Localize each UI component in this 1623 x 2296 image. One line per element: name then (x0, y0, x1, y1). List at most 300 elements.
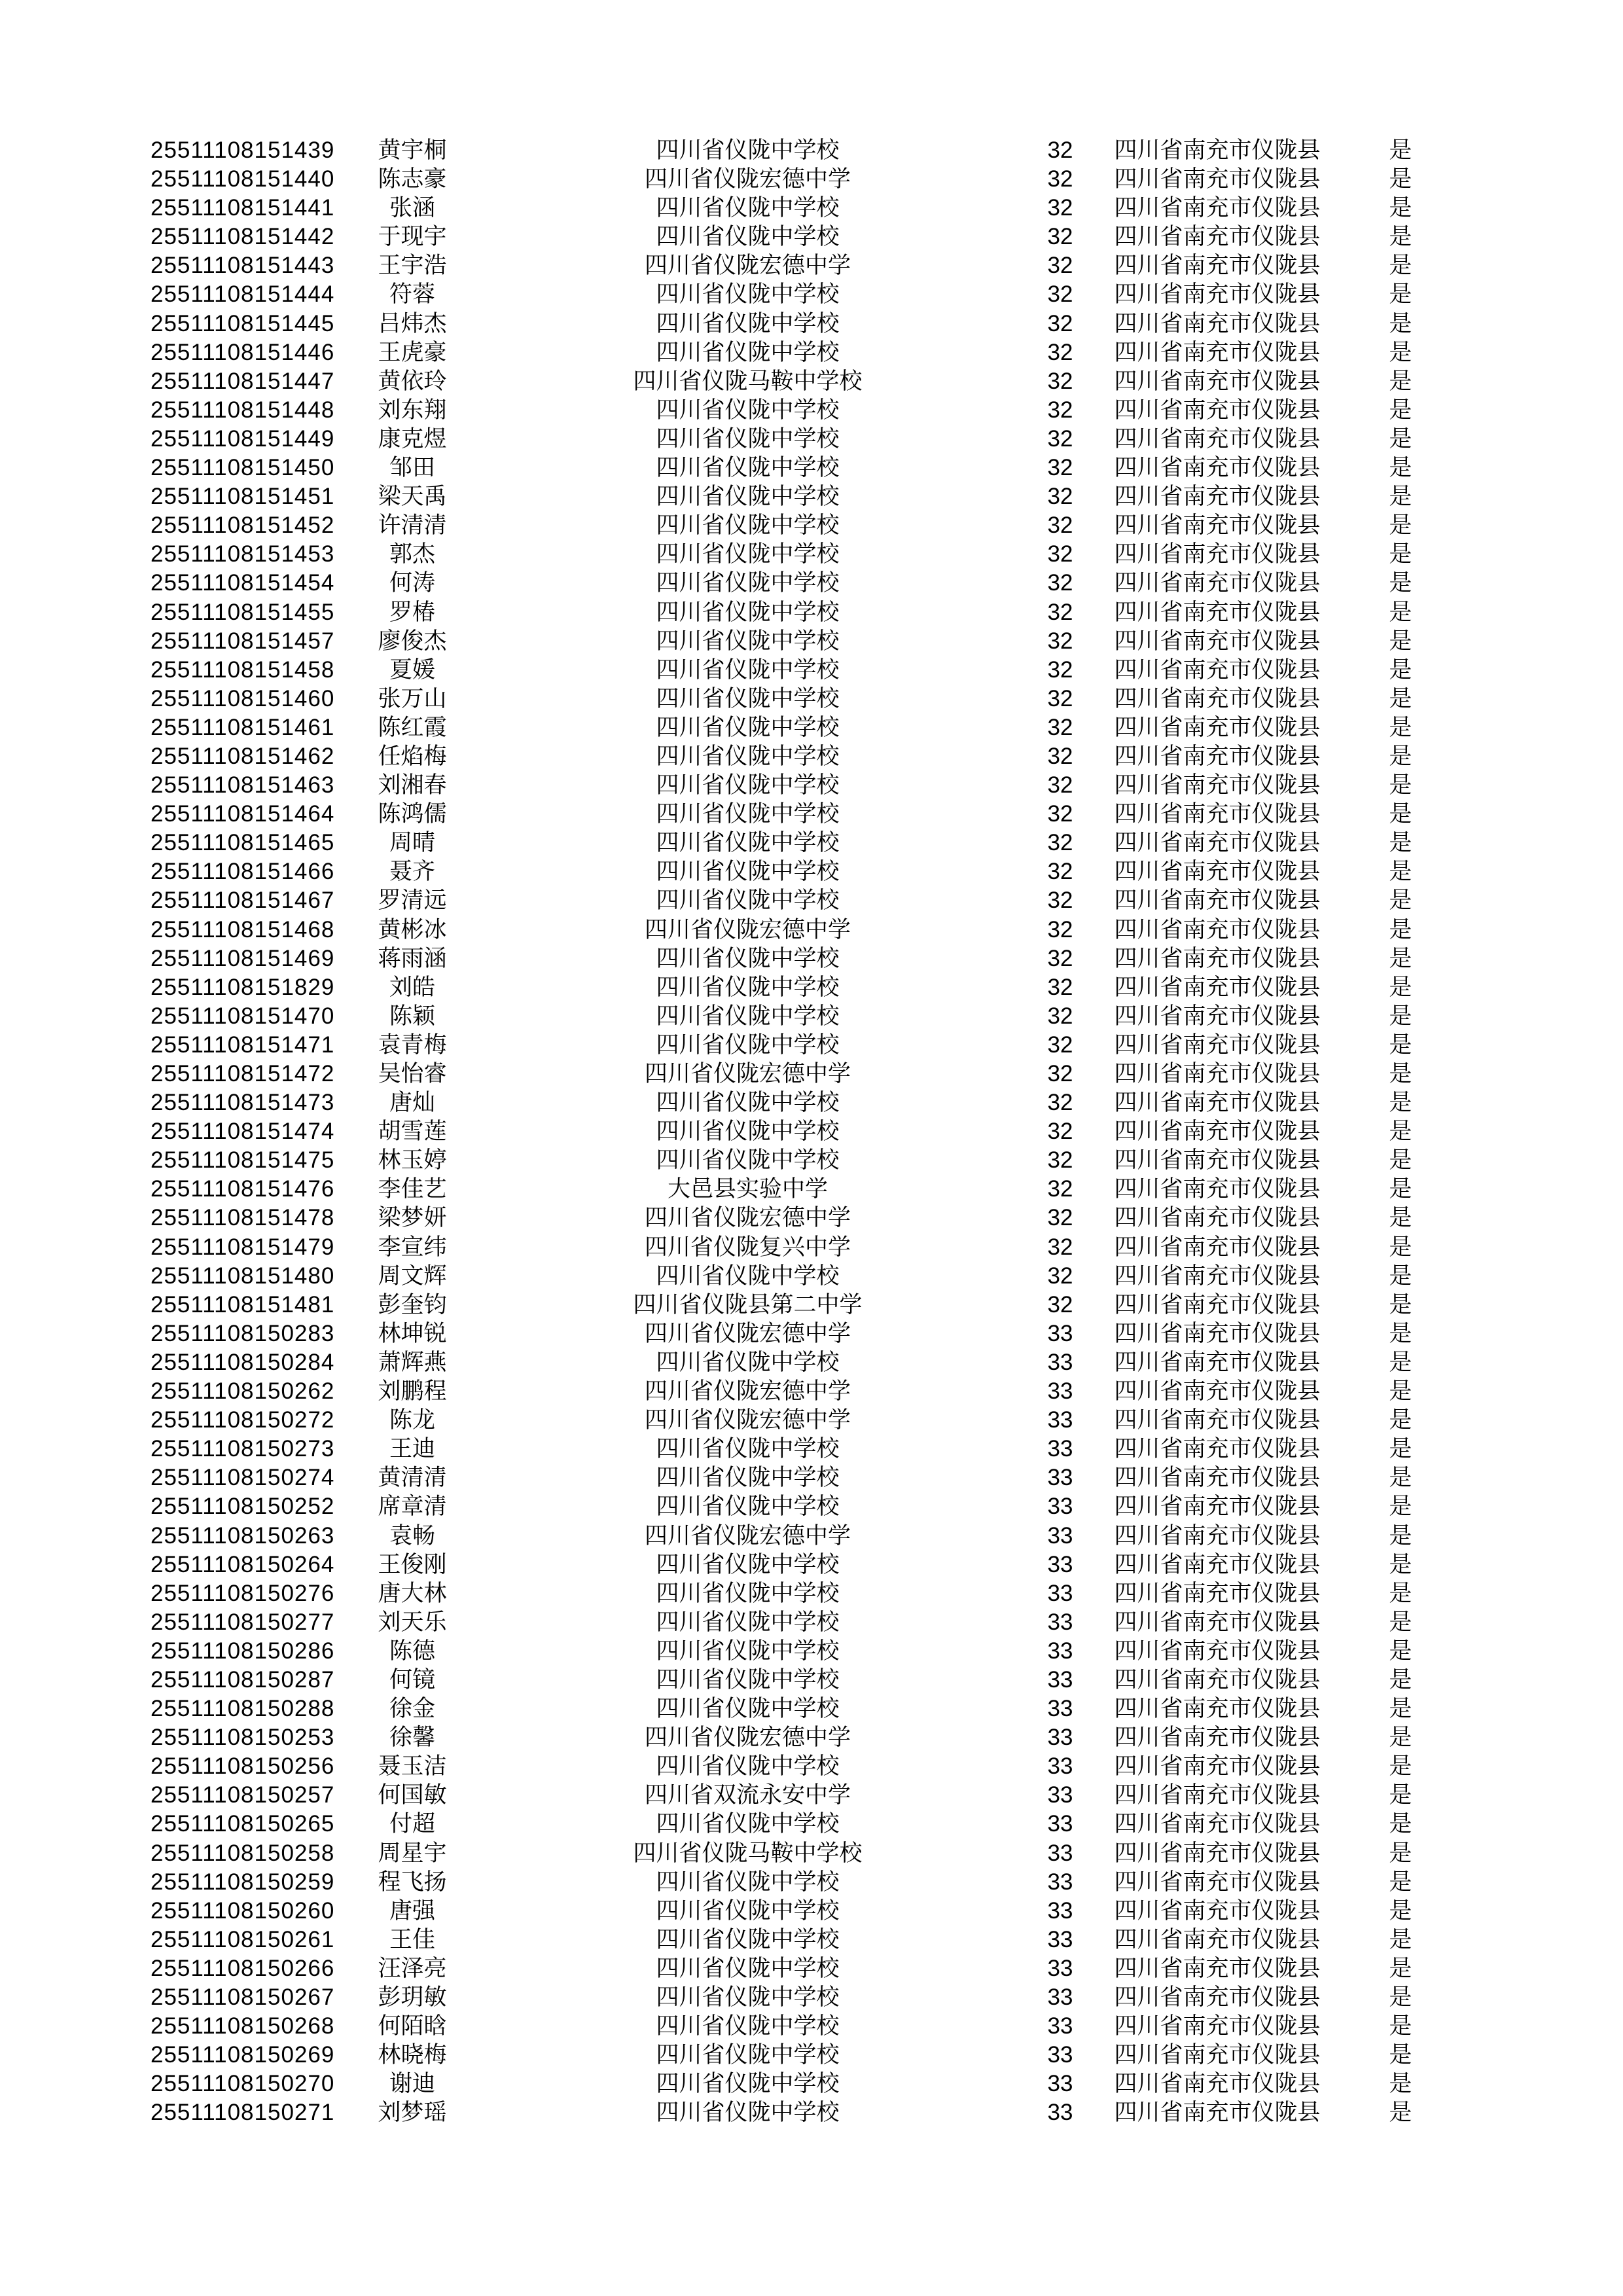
exam-id: 25511108150263 (151, 1522, 335, 1549)
room-number: 32 (1047, 1205, 1073, 1231)
region-name: 四川省南充市仪陇县 (1114, 541, 1321, 567)
room-number: 33 (1047, 1407, 1073, 1433)
table-row (0, 2012, 1466, 2041)
exam-id: 25511108151453 (151, 541, 335, 567)
room-number: 33 (1047, 1753, 1073, 1780)
student-name: 陈红霞 (378, 714, 447, 740)
student-name: 林坤锐 (378, 1320, 447, 1346)
room-number: 33 (1047, 2013, 1073, 2039)
exam-id: 25511108150283 (151, 1320, 335, 1346)
student-name: 刘鹏程 (378, 1378, 447, 1405)
table-row (0, 1868, 1466, 1897)
student-name: 聂齐 (389, 859, 435, 885)
exam-id: 25511108150277 (151, 1609, 335, 1635)
confirm-flag: 是 (1389, 166, 1412, 192)
table-row (0, 540, 1466, 569)
exam-id: 25511108151445 (151, 310, 335, 336)
school-name: 四川省仪陇中学校 (656, 859, 840, 885)
student-name: 林晓梅 (378, 2042, 447, 2068)
school-name: 四川省仪陇中学校 (656, 1609, 840, 1635)
room-number: 32 (1047, 281, 1073, 308)
room-number: 33 (1047, 1522, 1073, 1549)
student-name: 罗清远 (378, 888, 447, 914)
student-name: 王虎豪 (378, 339, 447, 365)
room-number: 32 (1047, 455, 1073, 481)
room-number: 33 (1047, 1638, 1073, 1664)
confirm-flag: 是 (1389, 1349, 1412, 1375)
room-number: 32 (1047, 1263, 1073, 1289)
room-number: 33 (1047, 1897, 1073, 1924)
room-number: 32 (1047, 1176, 1073, 1202)
confirm-flag: 是 (1389, 455, 1412, 481)
room-number: 32 (1047, 830, 1073, 856)
table-row (0, 627, 1466, 656)
table-row (0, 1262, 1466, 1291)
room-number: 32 (1047, 743, 1073, 769)
school-name: 四川省仪陇中学校 (656, 1551, 840, 1577)
school-name: 四川省仪陇中学校 (656, 599, 840, 625)
student-name: 梁梦妍 (378, 1205, 447, 1231)
room-number: 32 (1047, 310, 1073, 336)
table-row (0, 367, 1466, 396)
region-name: 四川省南充市仪陇县 (1114, 2100, 1321, 2126)
school-name: 四川省仪陇中学校 (656, 1119, 840, 1145)
table-row (0, 425, 1466, 454)
exam-id: 25511108151473 (151, 1090, 335, 1116)
table-row (0, 973, 1466, 1002)
room-number: 32 (1047, 368, 1073, 394)
table-row (0, 742, 1466, 771)
room-number: 33 (1047, 1696, 1073, 1722)
exam-id: 25511108151441 (151, 195, 335, 221)
table-row (0, 1723, 1466, 1752)
exam-id: 25511108151481 (151, 1291, 335, 1318)
room-number: 32 (1047, 888, 1073, 914)
room-number: 32 (1047, 801, 1073, 827)
room-number: 33 (1047, 1782, 1073, 1808)
school-name: 四川省仪陇中学校 (656, 570, 840, 596)
confirm-flag: 是 (1389, 339, 1412, 365)
confirm-flag: 是 (1389, 974, 1412, 1000)
region-name: 四川省南充市仪陇县 (1114, 714, 1321, 740)
school-name: 四川省仪陇中学校 (656, 1349, 840, 1375)
school-name: 四川省仪陇中学校 (656, 888, 840, 914)
room-number: 32 (1047, 685, 1073, 711)
exam-id: 25511108150264 (151, 1551, 335, 1577)
school-name: 四川省仪陇中学校 (656, 1090, 840, 1116)
confirm-flag: 是 (1389, 743, 1412, 769)
room-number: 33 (1047, 1955, 1073, 1981)
table-row (0, 1551, 1466, 1579)
confirm-flag: 是 (1389, 1840, 1412, 1866)
confirm-flag: 是 (1389, 916, 1412, 942)
student-name: 袁畅 (389, 1522, 435, 1549)
confirm-flag: 是 (1389, 1897, 1412, 1924)
school-name: 四川省仪陇中学校 (656, 541, 840, 567)
table-row (0, 1088, 1466, 1117)
exam-id: 25511108151454 (151, 570, 335, 596)
region-name: 四川省南充市仪陇县 (1114, 339, 1321, 365)
confirm-flag: 是 (1389, 397, 1412, 423)
table-row (0, 857, 1466, 886)
student-name: 陈龙 (389, 1407, 435, 1433)
student-name: 刘梦瑶 (378, 2100, 447, 2126)
confirm-flag: 是 (1389, 656, 1412, 683)
student-name: 袁青梅 (378, 1031, 447, 1058)
exam-id: 25511108151463 (151, 772, 335, 798)
region-name: 四川省南充市仪陇县 (1114, 1897, 1321, 1924)
region-name: 四川省南充市仪陇县 (1114, 1003, 1321, 1029)
table-row (0, 223, 1466, 251)
school-name: 四川省仪陇宏德中学 (644, 166, 851, 192)
school-name: 四川省仪陇复兴中学 (644, 1234, 851, 1260)
table-row (0, 1117, 1466, 1146)
school-name: 四川省仪陇中学校 (656, 2100, 840, 2126)
room-number: 32 (1047, 599, 1073, 625)
student-name: 吕炜杰 (378, 310, 447, 336)
student-name: 唐强 (389, 1897, 435, 1924)
student-name: 夏媛 (389, 656, 435, 683)
table-row (0, 1435, 1466, 1463)
region-name: 四川省南充市仪陇县 (1114, 830, 1321, 856)
room-number: 33 (1047, 1811, 1073, 1837)
region-name: 四川省南充市仪陇县 (1114, 772, 1321, 798)
student-name: 张涵 (389, 195, 435, 221)
exam-id: 25511108150284 (151, 1349, 335, 1375)
confirm-flag: 是 (1389, 1176, 1412, 1202)
confirm-flag: 是 (1389, 1955, 1412, 1981)
school-name: 四川省仪陇中学校 (656, 1926, 840, 1952)
region-name: 四川省南充市仪陇县 (1114, 1638, 1321, 1664)
confirm-flag: 是 (1389, 425, 1412, 452)
student-name: 刘皓 (389, 974, 435, 1000)
room-number: 32 (1047, 1003, 1073, 1029)
room-number: 33 (1047, 1320, 1073, 1346)
room-number: 32 (1047, 1291, 1073, 1318)
table-row (0, 1695, 1466, 1723)
room-number: 33 (1047, 1580, 1073, 1606)
confirm-flag: 是 (1389, 1984, 1412, 2010)
region-name: 四川省南充市仪陇县 (1114, 310, 1321, 336)
room-number: 32 (1047, 570, 1073, 596)
table-row (0, 482, 1466, 511)
region-name: 四川省南充市仪陇县 (1114, 1522, 1321, 1549)
school-name: 四川省仪陇中学校 (656, 1666, 840, 1693)
table-row (0, 1492, 1466, 1521)
room-number: 32 (1047, 916, 1073, 942)
school-name: 四川省仪陇中学校 (656, 1955, 840, 1981)
school-name: 四川省仪陇中学校 (656, 1696, 840, 1722)
region-name: 四川省南充市仪陇县 (1114, 1811, 1321, 1837)
school-name: 四川省仪陇中学校 (656, 1436, 840, 1462)
confirm-flag: 是 (1389, 2042, 1412, 2068)
region-name: 四川省南充市仪陇县 (1114, 1349, 1321, 1375)
student-name: 聂玉洁 (378, 1753, 447, 1780)
table-row (0, 1060, 1466, 1088)
room-number: 32 (1047, 397, 1073, 423)
confirm-flag: 是 (1389, 1666, 1412, 1693)
exam-id: 25511108150261 (151, 1926, 335, 1952)
school-name: 四川省仪陇中学校 (656, 801, 840, 827)
room-number: 33 (1047, 1465, 1073, 1491)
student-name: 彭奎钧 (378, 1291, 447, 1318)
student-name: 李宣纬 (378, 1234, 447, 1260)
confirm-flag: 是 (1389, 888, 1412, 914)
school-name: 四川省仪陇马鞍中学校 (633, 1840, 863, 1866)
table-row (0, 569, 1466, 598)
school-name: 四川省仪陇中学校 (656, 945, 840, 971)
room-number: 33 (1047, 1984, 1073, 2010)
table-row (0, 713, 1466, 742)
school-name: 四川省仪陇中学校 (656, 281, 840, 308)
room-number: 33 (1047, 1378, 1073, 1405)
student-name: 陈志豪 (378, 166, 447, 192)
exam-id: 25511108151452 (151, 512, 335, 539)
student-name: 胡雪莲 (378, 1119, 447, 1145)
school-name: 大邑县实验中学 (667, 1176, 828, 1202)
exam-id: 25511108151439 (151, 137, 335, 163)
confirm-flag: 是 (1389, 830, 1412, 856)
student-name: 付超 (389, 1811, 435, 1837)
region-name: 四川省南充市仪陇县 (1114, 224, 1321, 250)
confirm-flag: 是 (1389, 1811, 1412, 1837)
exam-id: 25511108151479 (151, 1234, 335, 1260)
table-row (0, 338, 1466, 367)
exam-id: 25511108151468 (151, 916, 335, 942)
region-name: 四川省南充市仪陇县 (1114, 1465, 1321, 1491)
school-name: 四川省仪陇中学校 (656, 1753, 840, 1780)
school-name: 四川省仪陇宏德中学 (644, 916, 851, 942)
exam-id: 25511108150260 (151, 1897, 335, 1924)
school-name: 四川省仪陇宏德中学 (644, 1205, 851, 1231)
confirm-flag: 是 (1389, 1926, 1412, 1952)
room-number: 32 (1047, 253, 1073, 279)
confirm-flag: 是 (1389, 224, 1412, 250)
table-row (0, 1839, 1466, 1868)
confirm-flag: 是 (1389, 1003, 1412, 1029)
table-row (0, 598, 1466, 627)
region-name: 四川省南充市仪陇县 (1114, 1725, 1321, 1751)
school-name: 四川省仪陇中学校 (656, 1003, 840, 1029)
confirm-flag: 是 (1389, 1869, 1412, 1895)
room-number: 32 (1047, 1119, 1073, 1145)
region-name: 四川省南充市仪陇县 (1114, 1176, 1321, 1202)
room-number: 33 (1047, 1609, 1073, 1635)
student-name: 任焰梅 (378, 743, 447, 769)
table-row (0, 1406, 1466, 1435)
room-number: 32 (1047, 1147, 1073, 1174)
region-name: 四川省南充市仪陇县 (1114, 1782, 1321, 1808)
table-row (0, 1954, 1466, 1983)
table-row (0, 1522, 1466, 1551)
room-number: 33 (1047, 1349, 1073, 1375)
student-name: 徐金 (389, 1696, 435, 1722)
confirm-flag: 是 (1389, 1234, 1412, 1260)
confirm-flag: 是 (1389, 1147, 1412, 1174)
table-row (0, 165, 1466, 194)
confirm-flag: 是 (1389, 1551, 1412, 1577)
school-name: 四川省仪陇宏德中学 (644, 1522, 851, 1549)
student-name: 何镜 (389, 1666, 435, 1693)
student-name: 黄清清 (378, 1465, 447, 1491)
confirm-flag: 是 (1389, 685, 1412, 711)
student-name: 黄依玲 (378, 368, 447, 394)
region-name: 四川省南充市仪陇县 (1114, 1119, 1321, 1145)
student-name: 席章清 (378, 1494, 447, 1520)
confirm-flag: 是 (1389, 2071, 1412, 2097)
region-name: 四川省南充市仪陇县 (1114, 1580, 1321, 1606)
school-name: 四川省仪陇中学校 (656, 1465, 840, 1491)
confirm-flag: 是 (1389, 253, 1412, 279)
confirm-flag: 是 (1389, 195, 1412, 221)
room-number: 32 (1047, 512, 1073, 539)
region-name: 四川省南充市仪陇县 (1114, 570, 1321, 596)
exam-id: 25511108151476 (151, 1176, 335, 1202)
exam-id: 25511108151466 (151, 859, 335, 885)
school-name: 四川省仪陇中学校 (656, 224, 840, 250)
exam-id: 25511108151442 (151, 224, 335, 250)
region-name: 四川省南充市仪陇县 (1114, 397, 1321, 423)
confirm-flag: 是 (1389, 1090, 1412, 1116)
school-name: 四川省仪陇中学校 (656, 1580, 840, 1606)
table-row (0, 396, 1466, 425)
room-number: 32 (1047, 714, 1073, 740)
confirm-flag: 是 (1389, 541, 1412, 567)
student-name: 邹田 (389, 455, 435, 481)
school-name: 四川省仪陇宏德中学 (644, 1725, 851, 1751)
region-name: 四川省南充市仪陇县 (1114, 484, 1321, 510)
confirm-flag: 是 (1389, 281, 1412, 308)
confirm-flag: 是 (1389, 570, 1412, 596)
table-row (0, 136, 1466, 165)
student-name: 周晴 (389, 830, 435, 856)
school-name: 四川省仪陇中学校 (656, 1638, 840, 1664)
exam-id: 25511108150266 (151, 1955, 335, 1981)
table-row (0, 251, 1466, 280)
confirm-flag: 是 (1389, 1119, 1412, 1145)
confirm-flag: 是 (1389, 714, 1412, 740)
exam-id: 25511108151446 (151, 339, 335, 365)
confirm-flag: 是 (1389, 945, 1412, 971)
region-name: 四川省南充市仪陇县 (1114, 1205, 1321, 1231)
room-number: 32 (1047, 1031, 1073, 1058)
region-name: 四川省南充市仪陇县 (1114, 1407, 1321, 1433)
table-row (0, 1926, 1466, 1954)
confirm-flag: 是 (1389, 1725, 1412, 1751)
confirm-flag: 是 (1389, 772, 1412, 798)
exam-id: 25511108151475 (151, 1147, 335, 1174)
room-number: 33 (1047, 1494, 1073, 1520)
student-name: 何陌晗 (378, 2013, 447, 2039)
school-name: 四川省仪陇中学校 (656, 1897, 840, 1924)
room-number: 33 (1047, 1926, 1073, 1952)
room-number: 33 (1047, 2071, 1073, 2097)
school-name: 四川省仪陇中学校 (656, 1811, 840, 1837)
region-name: 四川省南充市仪陇县 (1114, 599, 1321, 625)
room-number: 33 (1047, 1666, 1073, 1693)
region-name: 四川省南充市仪陇县 (1114, 253, 1321, 279)
region-name: 四川省南充市仪陇县 (1114, 1840, 1321, 1866)
region-name: 四川省南充市仪陇县 (1114, 137, 1321, 163)
school-name: 四川省仪陇县第二中学 (633, 1291, 863, 1318)
region-name: 四川省南充市仪陇县 (1114, 1869, 1321, 1895)
school-name: 四川省仪陇中学校 (656, 1984, 840, 2010)
school-name: 四川省仪陇中学校 (656, 830, 840, 856)
table-row (0, 886, 1466, 915)
region-name: 四川省南充市仪陇县 (1114, 425, 1321, 452)
table-row (0, 1637, 1466, 1666)
room-number: 32 (1047, 137, 1073, 163)
region-name: 四川省南充市仪陇县 (1114, 1291, 1321, 1318)
student-name: 李佳艺 (378, 1176, 447, 1202)
student-name: 王俊刚 (378, 1551, 447, 1577)
table-row (0, 1579, 1466, 1608)
table-row (0, 1031, 1466, 1060)
table-row (0, 454, 1466, 482)
confirm-flag: 是 (1389, 1205, 1412, 1231)
school-name: 四川省仪陇中学校 (656, 1031, 840, 1058)
region-name: 四川省南充市仪陇县 (1114, 1955, 1321, 1981)
region-name: 四川省南充市仪陇县 (1114, 1320, 1321, 1346)
school-name: 四川省仪陇马鞍中学校 (633, 368, 863, 394)
school-name: 四川省仪陇宏德中学 (644, 1320, 851, 1346)
table-row (0, 1463, 1466, 1492)
student-name: 唐灿 (389, 1090, 435, 1116)
confirm-flag: 是 (1389, 1378, 1412, 1405)
table-row (0, 1002, 1466, 1031)
confirm-flag: 是 (1389, 1465, 1412, 1491)
exam-id: 25511108150288 (151, 1696, 335, 1722)
school-name: 四川省仪陇中学校 (656, 137, 840, 163)
region-name: 四川省南充市仪陇县 (1114, 1551, 1321, 1577)
student-name: 黄彬冰 (378, 916, 447, 942)
school-name: 四川省仪陇中学校 (656, 656, 840, 683)
exam-id: 25511108151460 (151, 685, 335, 711)
table-row (0, 194, 1466, 223)
school-name: 四川省仪陇中学校 (656, 685, 840, 711)
school-name: 四川省仪陇中学校 (656, 743, 840, 769)
region-name: 四川省南充市仪陇县 (1114, 1234, 1321, 1260)
student-name: 于现宇 (378, 224, 447, 250)
student-name: 王佳 (389, 1926, 435, 1952)
table-row (0, 771, 1466, 800)
student-name: 周星宇 (378, 1840, 447, 1866)
student-name: 唐大林 (378, 1580, 447, 1606)
region-name: 四川省南充市仪陇县 (1114, 743, 1321, 769)
region-name: 四川省南充市仪陇县 (1114, 281, 1321, 308)
confirm-flag: 是 (1389, 1638, 1412, 1664)
student-name: 罗椿 (389, 599, 435, 625)
table-row (0, 1897, 1466, 1926)
room-number: 32 (1047, 195, 1073, 221)
student-name: 蒋雨涵 (378, 945, 447, 971)
room-number: 32 (1047, 656, 1073, 683)
student-name: 张万山 (378, 685, 447, 711)
student-name: 刘湘春 (378, 772, 447, 798)
student-name: 陈颖 (389, 1003, 435, 1029)
student-name: 王宇浩 (378, 253, 447, 279)
exam-id: 25511108151457 (151, 628, 335, 654)
confirm-flag: 是 (1389, 1320, 1412, 1346)
exam-id: 25511108150262 (151, 1378, 335, 1405)
confirm-flag: 是 (1389, 859, 1412, 885)
table-row (0, 310, 1466, 338)
school-name: 四川省仪陇中学校 (656, 1263, 840, 1289)
region-name: 四川省南充市仪陇县 (1114, 916, 1321, 942)
region-name: 四川省南充市仪陇县 (1114, 1378, 1321, 1405)
room-number: 32 (1047, 859, 1073, 885)
table-row (0, 280, 1466, 309)
